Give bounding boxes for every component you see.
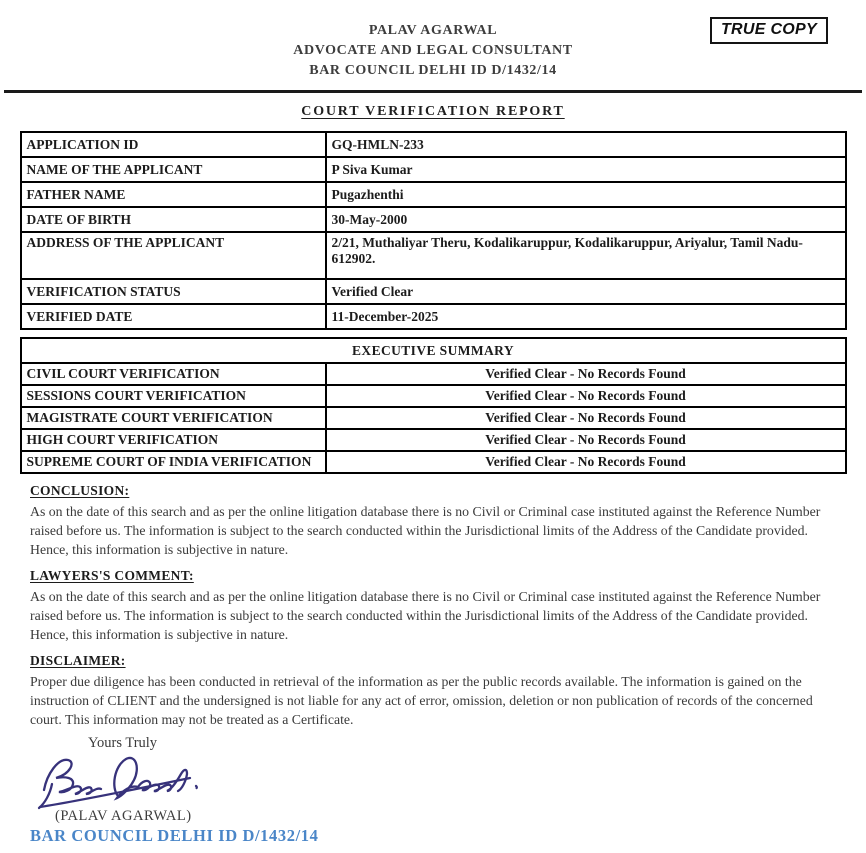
row-label: SUPREME COURT OF INDIA VERIFICATION bbox=[21, 451, 326, 473]
row-label: HIGH COURT VERIFICATION bbox=[21, 429, 326, 451]
row-value: Verified Clear - No Records Found bbox=[326, 363, 846, 385]
table-row bbox=[21, 451, 846, 473]
row-label: CIVIL COURT VERIFICATION bbox=[21, 363, 326, 385]
advocate-bar-id: BAR COUNCIL DELHI ID D/1432/14 bbox=[309, 63, 557, 78]
table-row bbox=[21, 132, 846, 157]
table-row bbox=[21, 207, 846, 232]
row-label: NAME OF THE APPLICANT bbox=[21, 157, 326, 182]
page-title: COURT VERIFICATION REPORT bbox=[301, 104, 565, 119]
row-label: FATHER NAME bbox=[21, 182, 326, 207]
row-value: Verified Clear - No Records Found bbox=[326, 451, 846, 473]
row-value: Verified Clear - No Records Found bbox=[326, 429, 846, 451]
row-value: Pugazhenthi bbox=[326, 182, 846, 207]
row-label: APPLICATION ID bbox=[21, 132, 326, 157]
conclusion-text: As on the date of this search and as per the online litigation database there is no Civil or Criminal case instituted against the Reference Number raised before us. The information is subject to the search conducted within the Jurisdictional limits of the Address of the Candidate provided. Hence, this information is subjective in nature. bbox=[30, 504, 821, 557]
signatory-bar-id: BAR COUNCIL DELHI ID D/1432/14 bbox=[30, 826, 319, 845]
row-label: VERIFICATION STATUS bbox=[21, 279, 326, 304]
table-row bbox=[21, 363, 846, 385]
row-value: Verified Clear - No Records Found bbox=[326, 385, 846, 407]
row-value: 30-May-2000 bbox=[326, 207, 846, 232]
row-value: Verified Clear bbox=[326, 279, 846, 304]
summary-header-row bbox=[21, 338, 846, 363]
true-copy-stamp-label: TRUE COPY bbox=[720, 21, 817, 38]
lawyers-comment-section bbox=[30, 568, 836, 644]
lawyers-comment-text: As on the date of this search and as per the online litigation database there is no Civil or Criminal case instituted against the Reference Number raised before us. The information is subject to the search conducted within the Jurisdictional limits of the Address of the Candidate provided. Hence, this information is subjective in nature. bbox=[30, 589, 821, 642]
row-label: MAGISTRATE COURT VERIFICATION bbox=[21, 407, 326, 429]
row-value: P Siva Kumar bbox=[326, 157, 846, 182]
row-label: SESSIONS COURT VERIFICATION bbox=[21, 385, 326, 407]
table-row-address bbox=[21, 232, 846, 279]
disclaimer-section bbox=[30, 653, 836, 729]
salutation: Yours Truly bbox=[88, 735, 158, 751]
table-row bbox=[21, 304, 846, 329]
table-row bbox=[21, 429, 846, 451]
header-divider bbox=[4, 90, 862, 93]
disclaimer-text: Proper due diligence has been conducted in retrieval of the information as per the public records available. The information is gained on the instruction of CLIENT and the undersigned is not liable for any act of error, omission, deletion or non publication of records of the concerned court. This information may not be treated as a Certificate. bbox=[30, 674, 813, 727]
conclusion-heading: CONCLUSION: bbox=[30, 483, 130, 498]
conclusion-section bbox=[30, 483, 836, 559]
true-copy-stamp bbox=[710, 17, 828, 44]
table-row bbox=[21, 182, 846, 207]
table-row bbox=[21, 385, 846, 407]
row-label: VERIFIED DATE bbox=[21, 304, 326, 329]
row-label: DATE OF BIRTH bbox=[21, 207, 326, 232]
table-row bbox=[21, 279, 846, 304]
signatory-name: (PALAV AGARWAL) bbox=[55, 808, 192, 824]
table-row bbox=[21, 157, 846, 182]
signature-image bbox=[30, 750, 245, 812]
advocate-name: PALAV AGARWAL bbox=[368, 23, 498, 38]
row-value: GQ-HMLN-233 bbox=[326, 132, 846, 157]
lawyers-comment-heading: LAWYERS'S COMMENT: bbox=[30, 568, 194, 583]
summary-header: EXECUTIVE SUMMARY bbox=[21, 338, 846, 363]
row-value: Verified Clear - No Records Found bbox=[326, 407, 846, 429]
applicant-details-table bbox=[20, 131, 847, 330]
disclaimer-heading: DISCLAIMER: bbox=[30, 653, 126, 668]
row-value: 11-December-2025 bbox=[326, 304, 846, 329]
executive-summary-table bbox=[20, 337, 847, 474]
advocate-role: ADVOCATE AND LEGAL CONSULTANT bbox=[293, 43, 573, 58]
row-label: ADDRESS OF THE APPLICANT bbox=[21, 232, 326, 279]
table-row bbox=[21, 407, 846, 429]
row-value: 2/21, Muthaliyar Theru, Kodalikaruppur, Kodalikaruppur, Ariyalur, Tamil Nadu-612902. bbox=[326, 232, 846, 279]
